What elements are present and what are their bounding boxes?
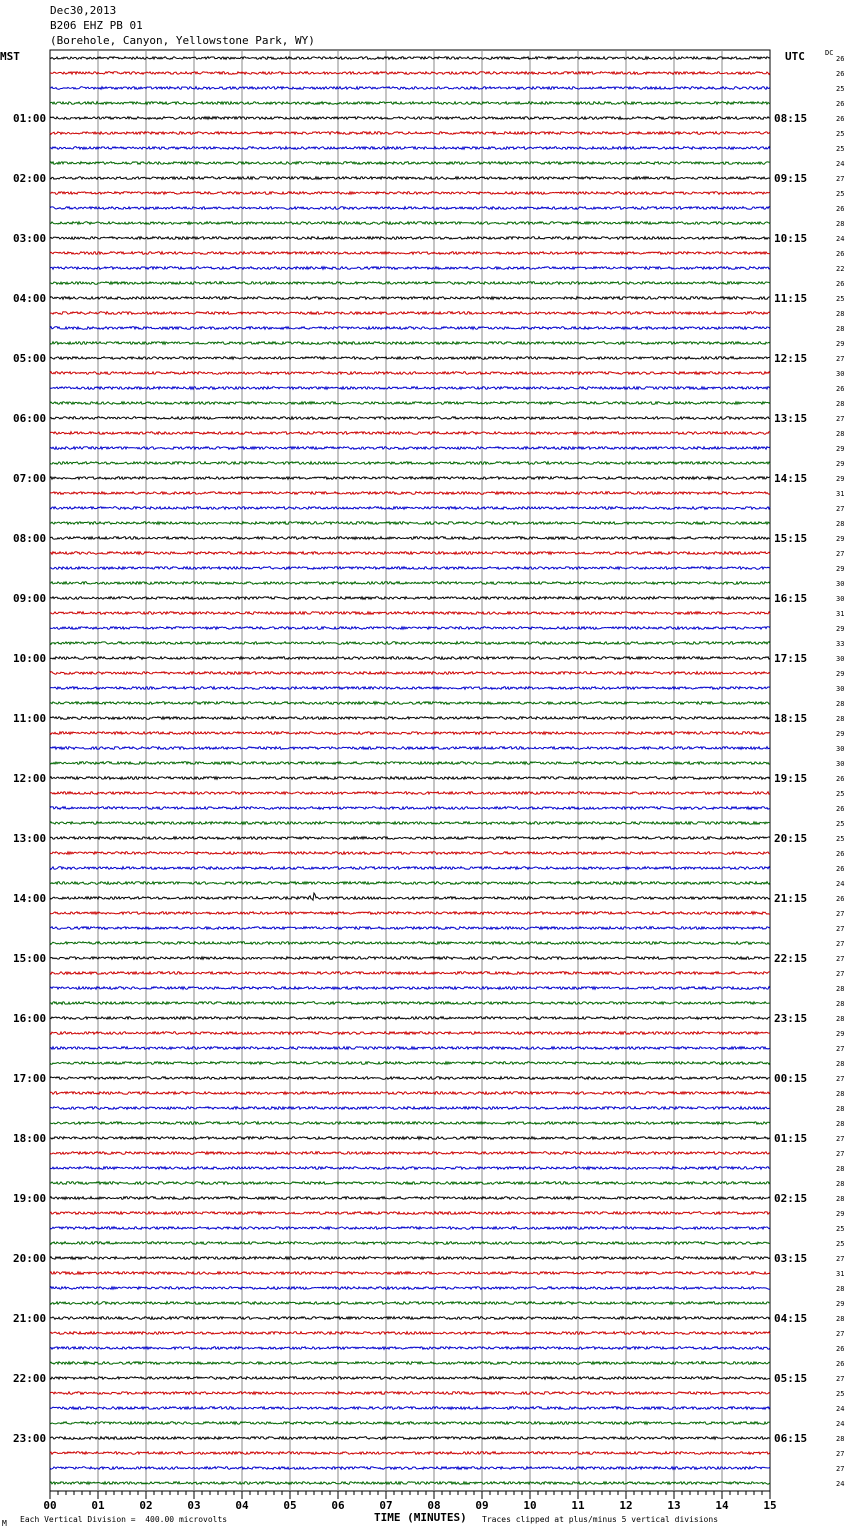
seismic-trace [50,432,770,435]
dc-offset-value: 25 [836,85,845,93]
seismic-trace [50,837,770,840]
dc-offset-value: 28 [836,1000,845,1008]
dc-offset-value: 26 [836,850,845,858]
seismic-trace [50,102,770,105]
utc-hour-label: 05:15 [774,1372,808,1385]
seismic-trace [50,1392,770,1395]
seismic-trace [50,267,770,270]
x-tick-label: 04 [235,1499,249,1512]
seismic-trace [50,687,770,690]
seismic-trace [50,222,770,225]
mst-hour-label: 05:00 [13,352,47,365]
mst-hour-label: 18:00 [13,1132,47,1145]
seismic-trace [50,627,770,630]
dc-offset-value: 28 [836,700,845,708]
dc-offset-value: 27 [836,940,845,948]
header-location: (Borehole, Canyon, Yellowstone Park, WY) [50,34,315,47]
seismic-trace [50,372,770,375]
utc-hour-label: 02:15 [774,1192,808,1205]
dc-offset-value: 26 [836,205,845,213]
dc-offset-value: 26 [836,895,845,903]
utc-hour-label: 11:15 [774,292,808,305]
seismic-trace [50,1227,770,1230]
dc-offset-value: 29 [836,1210,845,1218]
seismic-trace [50,987,770,990]
dc-offset-value: 28 [836,1090,845,1098]
dc-offset-value: 29 [836,475,845,483]
seismic-trace [50,1407,770,1410]
seismic-trace [50,717,770,720]
seismic-trace [50,552,770,555]
utc-hour-label: 00:15 [774,1072,808,1085]
seismic-trace [50,1452,770,1455]
mst-hour-label: 22:00 [13,1372,47,1385]
dc-offset-value: 26 [836,280,845,288]
dc-offset-value: 24 [836,1480,845,1488]
seismic-trace [50,1212,770,1215]
seismic-trace [50,192,770,195]
dc-offset-value: 28 [836,1315,845,1323]
dc-offset-value: 28 [836,310,845,318]
utc-hour-label: 01:15 [774,1132,808,1145]
header-date: Dec30,2013 [50,4,117,17]
x-axis-title: TIME (MINUTES) [374,1511,467,1524]
dc-offset-value: 26 [836,100,845,108]
x-tick-label: 07 [379,1499,393,1512]
seismic-trace [50,402,770,405]
seismic-trace [50,942,770,945]
seismic-trace [50,1242,770,1245]
mst-hour-label: 09:00 [13,592,47,605]
seismic-trace [50,1092,770,1095]
utc-hour-label: 23:15 [774,1012,808,1025]
utc-hour-label: 10:15 [774,232,808,245]
scale-note: Each Vertical Division = 400.00 microvolts [20,1515,228,1524]
seismic-trace [50,1107,770,1110]
seismic-trace [50,893,770,900]
dc-offset-value: 29 [836,1300,845,1308]
seismic-trace [50,732,770,735]
dc-offset-value: 27 [836,1255,845,1263]
seismic-trace [50,387,770,390]
dc-offset-value: 25 [836,295,845,303]
mst-hour-label: 03:00 [13,232,47,245]
x-tick-label: 11 [571,1499,585,1512]
dc-offset-value: 25 [836,130,845,138]
dc-offset-value: 24 [836,1405,845,1413]
seismic-trace [50,1272,770,1275]
dc-offset-value: 27 [836,175,845,183]
dc-offset-value: 29 [836,445,845,453]
mst-hour-label: 04:00 [13,292,47,305]
seismic-trace [50,792,770,795]
mst-hour-label: 01:00 [13,112,47,125]
dc-offset-value: 30 [836,655,845,663]
utc-hour-label: 16:15 [774,592,808,605]
dc-offset-value: 25 [836,190,845,198]
dc-offset-value: 28 [836,430,845,438]
seismic-trace [50,1467,770,1470]
x-tick-label: 13 [667,1499,681,1512]
header-station: B206 EHZ PB 01 [50,19,143,32]
dc-offset-value: 27 [836,970,845,978]
dc-offset-value: 28 [836,715,845,723]
seismic-trace [50,867,770,870]
mst-hour-label: 23:00 [13,1432,47,1445]
seismic-trace [50,237,770,240]
seismic-trace [50,1032,770,1035]
seismic-trace [50,447,770,450]
mst-hour-label: 10:00 [13,652,47,665]
dc-offset-value: 26 [836,775,845,783]
seismic-trace [50,147,770,150]
seismic-trace [50,657,770,660]
dc-offset-value: 30 [836,685,845,693]
dc-offset-value: 27 [836,1075,845,1083]
mst-hour-label: 19:00 [13,1192,47,1205]
seismic-trace [50,1482,770,1485]
dc-offset-value: 26 [836,250,845,258]
utc-hour-label: 03:15 [774,1252,808,1265]
utc-hour-label: 15:15 [774,532,808,545]
dc-offset-value: 29 [836,460,845,468]
utc-hour-label: 18:15 [774,712,808,725]
dc-offset-value: 29 [836,1030,845,1038]
seismic-trace [50,642,770,645]
dc-offset-value: 31 [836,610,845,618]
seismic-trace [50,72,770,75]
seismic-trace [50,1362,770,1365]
dc-offset-value: 31 [836,1270,845,1278]
seismic-trace [50,282,770,285]
utc-hour-label: 19:15 [774,772,808,785]
seismic-trace [50,747,770,750]
dc-offset-value: 26 [836,805,845,813]
dc-offset-value: 28 [836,1285,845,1293]
dc-offset-value: 30 [836,370,845,378]
mst-label: MST [0,50,20,63]
utc-hour-label: 13:15 [774,412,808,425]
seismic-trace [50,1152,770,1155]
dc-offset-value: 29 [836,340,845,348]
seismic-trace [50,357,770,360]
x-tick-label: 01 [91,1499,105,1512]
x-tick-label: 06 [331,1499,345,1512]
mst-hour-label: 17:00 [13,1072,47,1085]
mst-hour-label: 13:00 [13,832,47,845]
seismic-trace [50,777,770,780]
dc-offset-value: 28 [836,1180,845,1188]
seismic-trace [50,1257,770,1260]
utc-hour-label: 20:15 [774,832,808,845]
seismic-trace [50,702,770,705]
seismic-trace [50,1002,770,1005]
seismic-trace [50,1332,770,1335]
seismic-trace [50,162,770,165]
mst-hour-label: 02:00 [13,172,47,185]
mst-hour-label: 12:00 [13,772,47,785]
dc-offset-value: 26 [836,55,845,63]
seismic-trace [50,537,770,540]
mst-hour-label: 06:00 [13,412,47,425]
dc-offset-value: 30 [836,580,845,588]
dc-offset-value: 25 [836,1240,845,1248]
dc-offset-value: 25 [836,820,845,828]
dc-offset-value: 26 [836,1360,845,1368]
seismic-trace [50,1137,770,1140]
seismic-trace [50,417,770,420]
dc-offset-value: 26 [836,115,845,123]
dc-offset-value: 28 [836,1060,845,1068]
dc-offset-value: 33 [836,640,845,648]
x-tick-label: 00 [43,1499,57,1512]
utc-hour-label: 08:15 [774,112,808,125]
seismic-trace [50,492,770,495]
clip-note: Traces clipped at plus/minus 5 vertical divisions [482,1515,719,1524]
dc-offset-value: 30 [836,760,845,768]
dc-offset-value: 24 [836,235,845,243]
seismic-trace [50,477,770,480]
seismic-trace [50,1122,770,1125]
seismic-trace [50,342,770,345]
dc-offset-value: 26 [836,1345,845,1353]
x-tick-label: 14 [715,1499,729,1512]
seismic-trace [50,132,770,135]
seismic-trace [50,117,770,120]
utc-hour-label: 06:15 [774,1432,808,1445]
dc-label: DC [825,49,834,57]
seismic-trace [50,1287,770,1290]
seismic-trace [50,882,770,885]
dc-offset-value: 24 [836,880,845,888]
dc-offset-value: 24 [836,1420,845,1428]
seismic-trace [50,312,770,315]
seismic-trace [50,1317,770,1320]
seismic-trace [50,507,770,510]
dc-offset-value: 22 [836,265,845,273]
dc-offset-value: 27 [836,910,845,918]
x-tick-label: 10 [523,1499,537,1512]
seismic-trace [50,177,770,180]
seismic-trace [50,327,770,330]
dc-offset-value: 27 [836,1330,845,1338]
dc-offset-value: 28 [836,985,845,993]
dc-offset-value: 24 [836,160,845,168]
seismic-trace [50,1047,770,1050]
seismic-trace [50,822,770,825]
seismic-trace [50,1302,770,1305]
dc-offset-value: 28 [836,1105,845,1113]
seismic-trace [50,1377,770,1380]
seismic-trace [50,1062,770,1065]
mst-hour-label: 15:00 [13,952,47,965]
seismic-trace [50,672,770,675]
dc-offset-value: 26 [836,70,845,78]
utc-hour-label: 22:15 [774,952,808,965]
mst-hour-label: 20:00 [13,1252,47,1265]
seismic-trace [50,1077,770,1080]
utc-label: UTC [785,50,805,63]
corner-mark: M [2,1519,7,1528]
dc-offset-value: 25 [836,790,845,798]
seismic-trace [50,87,770,90]
dc-offset-value: 27 [836,415,845,423]
dc-offset-value: 25 [836,1390,845,1398]
dc-offset-value: 28 [836,1120,845,1128]
seismic-trace [50,462,770,465]
dc-offset-value: 28 [836,1165,845,1173]
seismic-trace [50,852,770,855]
dc-offset-value: 27 [836,1465,845,1473]
utc-hour-label: 14:15 [774,472,808,485]
dc-offset-value: 29 [836,730,845,738]
dc-offset-value: 28 [836,325,845,333]
mst-hour-label: 08:00 [13,532,47,545]
dc-offset-value: 29 [836,625,845,633]
utc-hour-label: 21:15 [774,892,808,905]
dc-offset-value: 25 [836,1225,845,1233]
x-tick-label: 05 [283,1499,297,1512]
x-tick-label: 02 [139,1499,153,1512]
seismic-trace [50,582,770,585]
seismic-trace [50,57,770,60]
seismic-trace [50,912,770,915]
seismic-trace [50,1422,770,1425]
dc-offset-value: 27 [836,1375,845,1383]
x-tick-label: 12 [619,1499,633,1512]
utc-hour-label: 12:15 [774,352,808,365]
dc-offset-value: 27 [836,955,845,963]
dc-offset-value: 28 [836,1195,845,1203]
seismic-trace [50,927,770,930]
seismic-trace [50,1437,770,1440]
seismic-trace [50,1347,770,1350]
seismic-trace [50,522,770,525]
dc-offset-value: 27 [836,925,845,933]
x-tick-label: 09 [475,1499,489,1512]
dc-offset-value: 29 [836,565,845,573]
mst-hour-label: 21:00 [13,1312,47,1325]
dc-offset-value: 27 [836,1135,845,1143]
seismic-trace [50,567,770,570]
seismic-trace [50,297,770,300]
seismic-trace [50,597,770,600]
dc-offset-value: 28 [836,1435,845,1443]
dc-offset-value: 25 [836,835,845,843]
dc-offset-value: 28 [836,220,845,228]
dc-offset-value: 27 [836,1045,845,1053]
x-tick-label: 03 [187,1499,201,1512]
mst-hour-label: 14:00 [13,892,47,905]
dc-offset-value: 28 [836,1015,845,1023]
seismic-trace [50,207,770,210]
x-tick-label: 08 [427,1499,441,1512]
dc-offset-value: 27 [836,550,845,558]
seismic-trace [50,1167,770,1170]
dc-offset-value: 25 [836,145,845,153]
dc-offset-value: 27 [836,355,845,363]
dc-offset-value: 27 [836,1150,845,1158]
dc-offset-value: 29 [836,670,845,678]
dc-offset-value: 26 [836,385,845,393]
dc-offset-value: 30 [836,595,845,603]
mst-hour-label: 11:00 [13,712,47,725]
mst-hour-label: 07:00 [13,472,47,485]
dc-offset-value: 31 [836,490,845,498]
seismic-trace [50,807,770,810]
seismic-trace [50,957,770,960]
seismic-trace [50,1197,770,1200]
dc-offset-value: 27 [836,505,845,513]
x-tick-label: 15 [763,1499,777,1512]
dc-offset-value: 26 [836,865,845,873]
dc-offset-value: 29 [836,535,845,543]
dc-offset-value: 28 [836,520,845,528]
seismic-trace [50,1182,770,1185]
seismic-trace [50,1017,770,1020]
dc-offset-value: 27 [836,1450,845,1458]
seismic-trace [50,972,770,975]
dc-offset-value: 30 [836,745,845,753]
seismic-trace [50,252,770,255]
seismic-trace [50,612,770,615]
utc-hour-label: 04:15 [774,1312,808,1325]
seismic-trace [50,762,770,765]
utc-hour-label: 09:15 [774,172,808,185]
mst-hour-label: 16:00 [13,1012,47,1025]
dc-offset-value: 28 [836,400,845,408]
utc-hour-label: 17:15 [774,652,808,665]
